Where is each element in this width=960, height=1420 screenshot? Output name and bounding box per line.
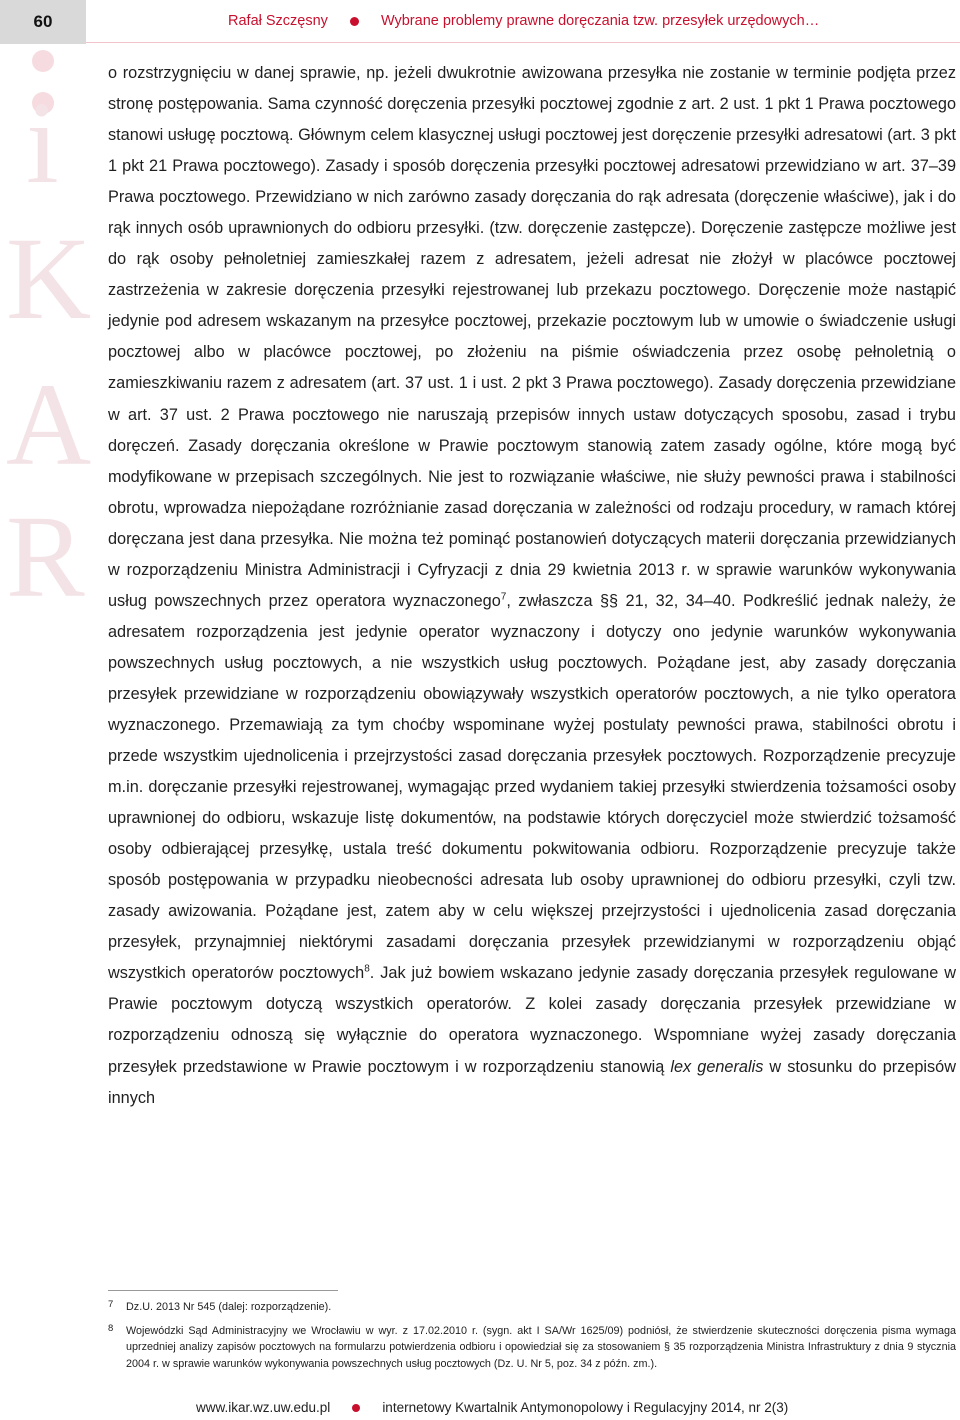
- page-number: 60: [0, 0, 86, 44]
- footnote-ref-7[interactable]: 7: [500, 591, 507, 603]
- logo-letter-i: i: [26, 77, 59, 208]
- footnote: [108, 1299, 956, 1316]
- logo-letter-a: A: [6, 359, 92, 490]
- footnote-text: Wojewódzki Sąd Administracyjny we Wrocławiu w wyr. z 17.02.2010 r. (sygn. akt I SA/Wr 1625/09) podniósł, że stwierdzenie skuteczności doręczenia pisma wymaga uprzedniej analizy zapisów pocztowych na formularzu potwierdzenia odbioru i opowiedział się za stosowaniem § 35 rozporządzenia Ministra Infrastruktury z dnia 9 stycznia 2004 r. w sprawie warunków wykonywania powszechnych usług pocztowych (Dz. U. Nr 5, poz. 34 z późn. zm.).: [126, 1324, 956, 1370]
- footnote-number: 8: [108, 1322, 114, 1334]
- side-logo-watermark: [0, 44, 100, 622]
- logo-dot: [32, 50, 54, 72]
- text-run: w stosunku do przepisów innych: [108, 1057, 956, 1107]
- footnotes: [108, 1299, 956, 1379]
- logo-letter-k: K: [6, 213, 92, 344]
- footnote: [108, 1323, 956, 1373]
- text-run: , zwłaszcza §§ 21, 32, 34–40. Podkreślić jednak należy, że adresatem rozporządzenia jest jedynie operator wyznaczony i dotyczy ono jedynie warunków wykonywania powszechnych usług pocztowych, a nie wszystkich usług pocztowych. Pożądane jest, aby zasady doręczania przesyłek przewidziane w rozporządzeniu obowiązywały wszystkich operatorów pocztowych, a nie tylko operatora wyznaczonego. Przemawiają za tym choćby wspominane wyżej postulaty pewności prawa, stabilności obrotu i przede wszystkim ujednolicenia i przejrzystości zasad doręczania przesyłek pocztowych. Rozporządzenie precyzuje m.in. doręczanie przesyłki rejestrowanej, wymagając przed wydaniem takiej przesyłki stwierdzenia tożsamości osoby uprawnionej do odbioru, wskazuje listę dokumentów, na podstawie których doręczyciel może stwierdzić tożsamość osoby odbierającej przesyłkę, ustala treść dokumentu pokwitowania odbioru. Rozporządzenie precyzuje także sposób postępowania w przypadku nieobecności adresata lub osoby uprawnionej do odbioru przesyłki, czyli tzw. zasady awizowania. Pożądane jest, zatem aby w celu większej przejrzystości i ujednolicenia zasad doręczania przesyłek, przynajmniej niektórymi zasadami doręczania przesyłek przewidzianymi w rozporządzeniu objąć wszystkich operatorów pocztowych: [108, 591, 956, 983]
- header-author: Rafał Szczęsny: [228, 13, 328, 29]
- footnote-divider: [108, 1290, 338, 1291]
- footer-url[interactable]: www.ikar.wz.uw.edu.pl: [196, 1400, 331, 1415]
- header-title: Wybrane problemy prawne doręczania tzw. przesyłek urzędowych…: [380, 13, 820, 29]
- logo-letter-r: R: [6, 491, 85, 622]
- bullet-dot: [350, 17, 359, 26]
- footer-journal: internetowy Kwartalnik Antymonopolowy i Regulacyjny 2014, nr 2(3): [382, 1400, 789, 1415]
- body-paragraph: [108, 58, 956, 1114]
- text-run: o rozstrzygnięciu w danej sprawie, np. jeżeli dwukrotnie awizowana przesyłka nie zostanie w terminie podjęta przez stronę postępowania. Sama czynność doręczenia przesyłki pocztowej zgodnie z art. 2 ust. 1 pkt 1 Prawa pocztowego stanowi usługę pocztową. Głównym celem klasycznej usługi pocztowej jest doręczenie przesyłki adresatowi (art. 3 pkt 1 pkt 21 Prawa pocztowego). Zasady i sposób doręczenia przesyłki pocztowej adresatowi przewidziano w art. 37–39 Prawa pocztowego. Przewidziano w nich zarówno zasady doręczania do rąk adresata (doręczenie właściwe), jak i do rąk innych osób uprawnionych do odbioru przesyłki. (tzw. doręczenie zastępcze). Doręczenie zastępcze możliwe jest do rąk osoby pełnoletniej zamieszkałej razem z adresatem, jeżeli adresat nie złożył w placówce pocztowej zastrzeżenia w zakresie doręczenia przesyłki rejestrowanej lub przekazu pocztowego. Doręczenie może nastąpić jedynie pod adresem wskazanym na przesyłce pocztowej, przekazie pocztowym lub w umowie o świadczenie usługi pocztowej albo w placówce pocztowej, po złożeniu na piśmie oświadczenia przez osobę pełnoletnią o zamieszkiwaniu razem z adresatem (art. 37 ust. 1 i ust. 2 pkt 3 Prawa pocztowego). Zasady doręczenia przewidziane w art. 37 ust. 2 Prawa pocztowego nie naruszają przepisów innych ustaw dotyczących sposobu, zasad i trybu doręczeń. Zasady doręczania określone w Prawie pocztowym stanowią zatem zasady ogólne, które mogą być modyfikowane w przepisach szczególnych. Nie jest to rozwiązanie właściwe, nie służy pewności prawa i stabilności obrotu, wprowadza niepożądane rozróżnianie zasad doręczania w zależności od rodzaju procedury, w ramach której doręczana jest dana przesyłka. Nie można też pominąć postanowień dotyczących materii doręczania przewidzianych w rozporządzeniu Ministra Administracji i Cyfryzacji z dnia 29 kwietnia 2013 r. w sprawie warunków wykonywania usług powszechnych przez operatora wyznaczonego: [108, 64, 956, 610]
- footnote-text: Dz.U. 2013 Nr 545 (dalej: rozporządzenie).: [126, 1301, 332, 1313]
- italic-term: lex generalis: [670, 1057, 764, 1076]
- header-divider: [86, 42, 960, 43]
- footnote-ref-8[interactable]: 8: [364, 963, 370, 975]
- page-footer: [196, 1400, 936, 1415]
- bullet-dot: [352, 1404, 360, 1412]
- main-text: [108, 58, 956, 1114]
- text-run: . Jak już bowiem wskazano jedynie zasady doręczania przesyłek regulowane w Prawie pocztowym dotyczą wszystkich operatorów. Z kolei zasady doręczania przesyłek przewidziane w rozporządzeniu odnoszą się wyłącznie do operatora wyznaczonego. Wspomniane wyżej zasady doręczania przesyłek przedstawione w Prawie pocztowym i w rozporządzeniu stanowią: [108, 964, 956, 1076]
- footnote-number: 7: [108, 1299, 114, 1310]
- running-header: [228, 13, 928, 29]
